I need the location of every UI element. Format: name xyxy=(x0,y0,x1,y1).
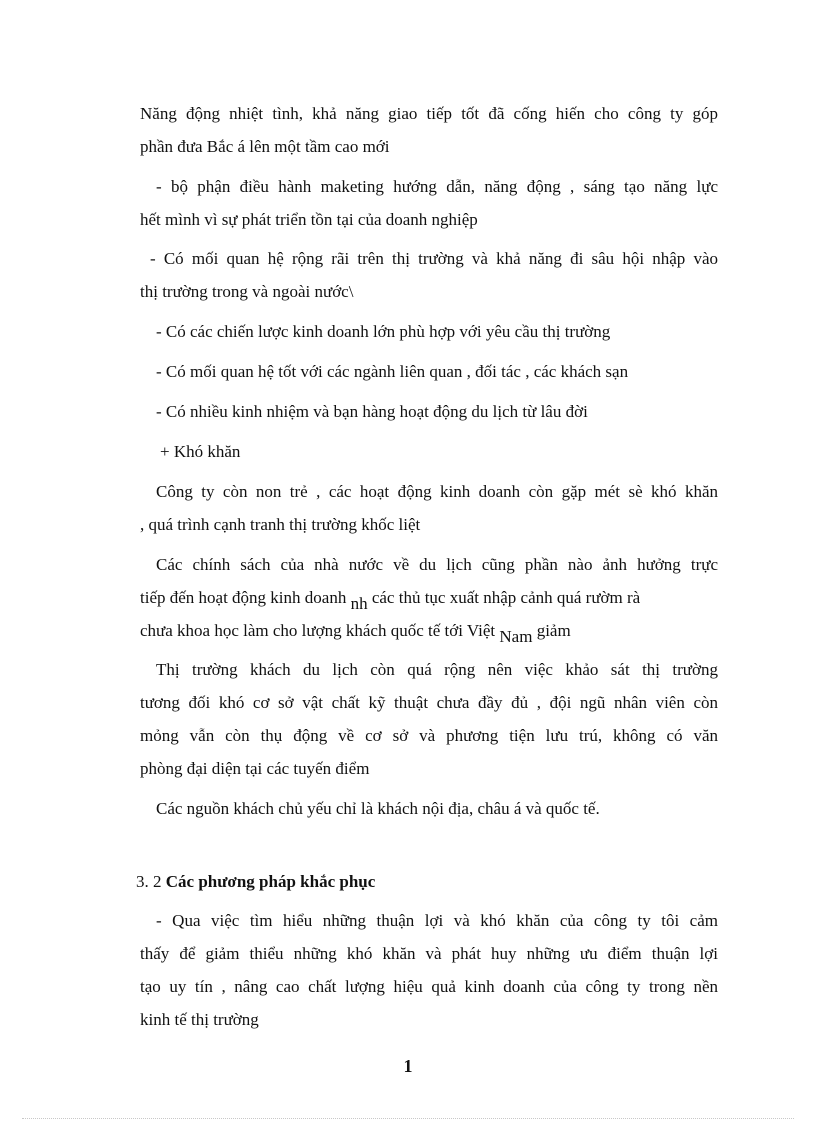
text-run: chưa khoa học làm cho lượng khách quốc tế tới Việt xyxy=(140,621,496,640)
paragraph-line: hết mình vì sự phát triển tồn tại của doanh nghiệp xyxy=(140,210,478,229)
bullet-line: - Qua việc tìm hiểu những thuận lợi và khó khăn của công ty tôi cảm xyxy=(156,911,718,930)
paragraph-line: Thị trường khách du lịch còn quá rộng nên việc khảo sát thị trường xyxy=(156,660,718,679)
text-run: các thủ tục xuất nhập cảnh quá rườm rà xyxy=(371,588,641,607)
paragraph-line: tương đối khó cơ sở vật chất kỹ thuật chưa đầy đủ , đội ngũ nhân viên còn xyxy=(140,693,718,712)
paragraph-line: Các chính sách của nhà nước về du lịch cũng phần nào ảnh hưởng trực xyxy=(156,555,718,574)
paragraph-line xyxy=(140,614,571,647)
paragraph-line: phần đưa Bắc á lên một tầm cao mới xyxy=(140,137,390,156)
paragraph-line: phòng đại diện tại các tuyến điểm xyxy=(140,759,370,778)
bullet-line: - Có nhiều kinh nhiệm và bạn hàng hoạt động du lịch từ lâu đời xyxy=(156,402,588,421)
paragraph-line: mỏng vẫn còn thụ động về cơ sở và phương tiện lưu trú, không có văn xyxy=(140,726,718,745)
bullet-line: - Có mối quan hệ rộng rãi trên thị trường và khả năng đi sâu hội nhập vào xyxy=(150,249,718,268)
text-run-lowered: nh xyxy=(350,594,368,613)
section-title: Các phương pháp khắc phục xyxy=(165,872,376,891)
paragraph-line: Năng động nhiệt tình, khả năng giao tiếp tốt đã cống hiến cho công ty góp xyxy=(140,104,718,123)
section-number: 3. 2 xyxy=(136,872,162,891)
paragraph-line xyxy=(140,581,640,614)
paragraph-line: thị trường trong và ngoài nước\ xyxy=(140,282,354,301)
subheading-difficulties: + Khó khăn xyxy=(160,442,241,461)
footer-divider xyxy=(22,1118,794,1119)
text-run-lowered: Nam xyxy=(499,627,533,646)
bullet-line: - bộ phận điều hành maketing hướng dẫn, năng động , sáng tạo năng lực xyxy=(156,177,718,196)
paragraph-line: kinh tế thị trường xyxy=(140,1010,259,1029)
bullet-line: - Có các chiến lược kinh doanh lớn phù hợp với yêu cầu thị trường xyxy=(156,322,611,341)
section-heading xyxy=(136,865,375,898)
paragraph-line: Công ty còn non trẻ , các hoạt động kinh doanh còn gặp mét sè khó khăn xyxy=(156,482,718,501)
text-run: tiếp đến hoạt động kinh doanh xyxy=(140,588,347,607)
paragraph-line: tạo uy tín , nâng cao chất lượng hiệu quả kinh doanh của công ty trong nền xyxy=(140,977,718,996)
text-run: giảm xyxy=(536,621,571,640)
paragraph-line: thấy để giảm thiểu những khó khăn và phát huy những ưu điểm thuận lợi xyxy=(140,944,718,963)
paragraph-line: Các nguồn khách chủ yếu chỉ là khách nội địa, châu á và quốc tế. xyxy=(156,799,600,818)
page-number: 1 xyxy=(403,1056,413,1076)
bullet-line: - Có mối quan hệ tốt với các ngành liên quan , đối tác , các khách sạn xyxy=(156,362,629,381)
paragraph-line: , quá trình cạnh tranh thị trường khốc liệt xyxy=(140,515,421,534)
